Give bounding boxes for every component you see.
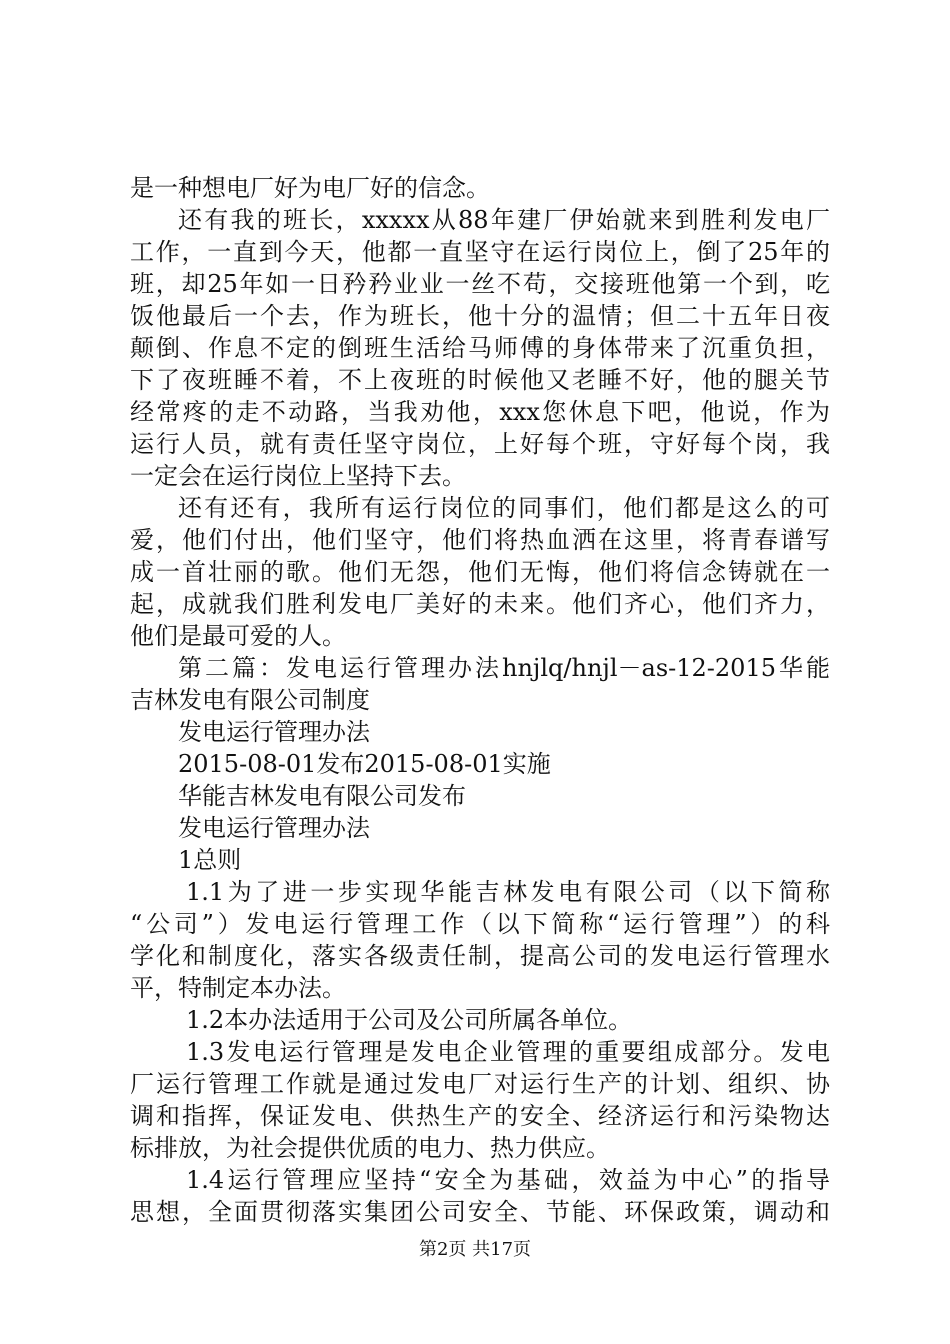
text-line: 1.1为了进一步实现华能吉林发电有限公司（以下简称 xyxy=(186,878,830,906)
text-line: 还有还有，我所有运行岗位的同事们，他们都是这么的可 xyxy=(178,494,830,522)
text-line: 还有我的班长，xxxxx从88年建厂伊始就来到胜利发电厂 xyxy=(178,206,830,234)
text-line: 1.3发电运行管理是发电企业管理的重要组成部分。发电 xyxy=(186,1038,830,1066)
text-line: 运行人员，就有责任坚守岗位，上好每个班，守好每个岗，我 xyxy=(130,430,830,458)
text-line: 1.2本办法适用于公司及公司所属各单位。 xyxy=(186,1006,633,1034)
text-line: 班，却25年如一日矜矜业业一丝不苟，交接班他第一个到，吃 xyxy=(130,270,830,298)
text-line: 工作，一直到今天，他都一直坚守在运行岗位上，倒了25年的 xyxy=(130,238,830,266)
text-line: 起，成就我们胜利发电厂美好的未来。他们齐心，他们齐力， xyxy=(130,590,830,618)
text-line: 是一种想电厂好为电厂好的信念。 xyxy=(130,174,490,202)
page-footer: 第2页 共17页 xyxy=(418,1239,532,1260)
text-line: 学化和制度化，落实各级责任制，提高公司的发电运行管理水 xyxy=(130,942,830,970)
text-line: 饭他最后一个去，作为班长，他十分的温情；但二十五年日夜 xyxy=(130,302,830,330)
text-line: 下了夜班睡不着，不上夜班的时候他又老睡不好，他的腿关节 xyxy=(130,366,830,394)
chapter-heading: 1总则 xyxy=(178,846,242,874)
text-line: 一定会在运行岗位上坚持下去。 xyxy=(130,462,466,490)
text-line: 标排放，为社会提供优质的电力、热力供应。 xyxy=(130,1134,610,1162)
text-line: 1.4运行管理应坚持“安全为基础，效益为中心”的指导 xyxy=(186,1166,830,1194)
text-line: 经常疼的走不动路，当我劝他，xxx您休息下吧，他说，作为 xyxy=(130,398,830,426)
publisher-line: 华能吉林发电有限公司发布 xyxy=(178,782,466,810)
doc-title: 发电运行管理办法 xyxy=(178,814,370,842)
text-line: 他们是最可爱的人。 xyxy=(130,622,346,650)
publish-date-line: 2015-08-01发布2015-08-01实施 xyxy=(178,750,551,778)
text-line: 颠倒、作息不定的倒班生活给马师傅的身体带来了沉重负担， xyxy=(130,334,830,362)
text-line: 厂运行管理工作就是通过发电厂对运行生产的计划、组织、协 xyxy=(130,1070,830,1098)
doc-title: 发电运行管理办法 xyxy=(178,718,370,746)
text-line: 成一首壮丽的歌。他们无怨，他们无悔，他们将信念铸就在一 xyxy=(130,558,830,586)
text-line: 爱，他们付出，他们坚守，他们将热血洒在这里，将青春谱写 xyxy=(130,526,830,554)
text-line: “公司”）发电运行管理工作（以下简称“运行管理”）的科 xyxy=(130,910,830,938)
text-line: 调和指挥，保证发电、供热生产的安全、经济运行和污染物达 xyxy=(130,1102,830,1130)
text-line: 平，特制定本办法。 xyxy=(130,974,346,1002)
section-heading: 第二篇：发电运行管理办法hnjlq/hnjl－as-12-2015华能 xyxy=(178,654,830,682)
text-line: 思想，全面贯彻落实集团公司安全、节能、环保政策，调动和 xyxy=(130,1198,830,1226)
text-line: 吉林发电有限公司制度 xyxy=(130,686,370,714)
